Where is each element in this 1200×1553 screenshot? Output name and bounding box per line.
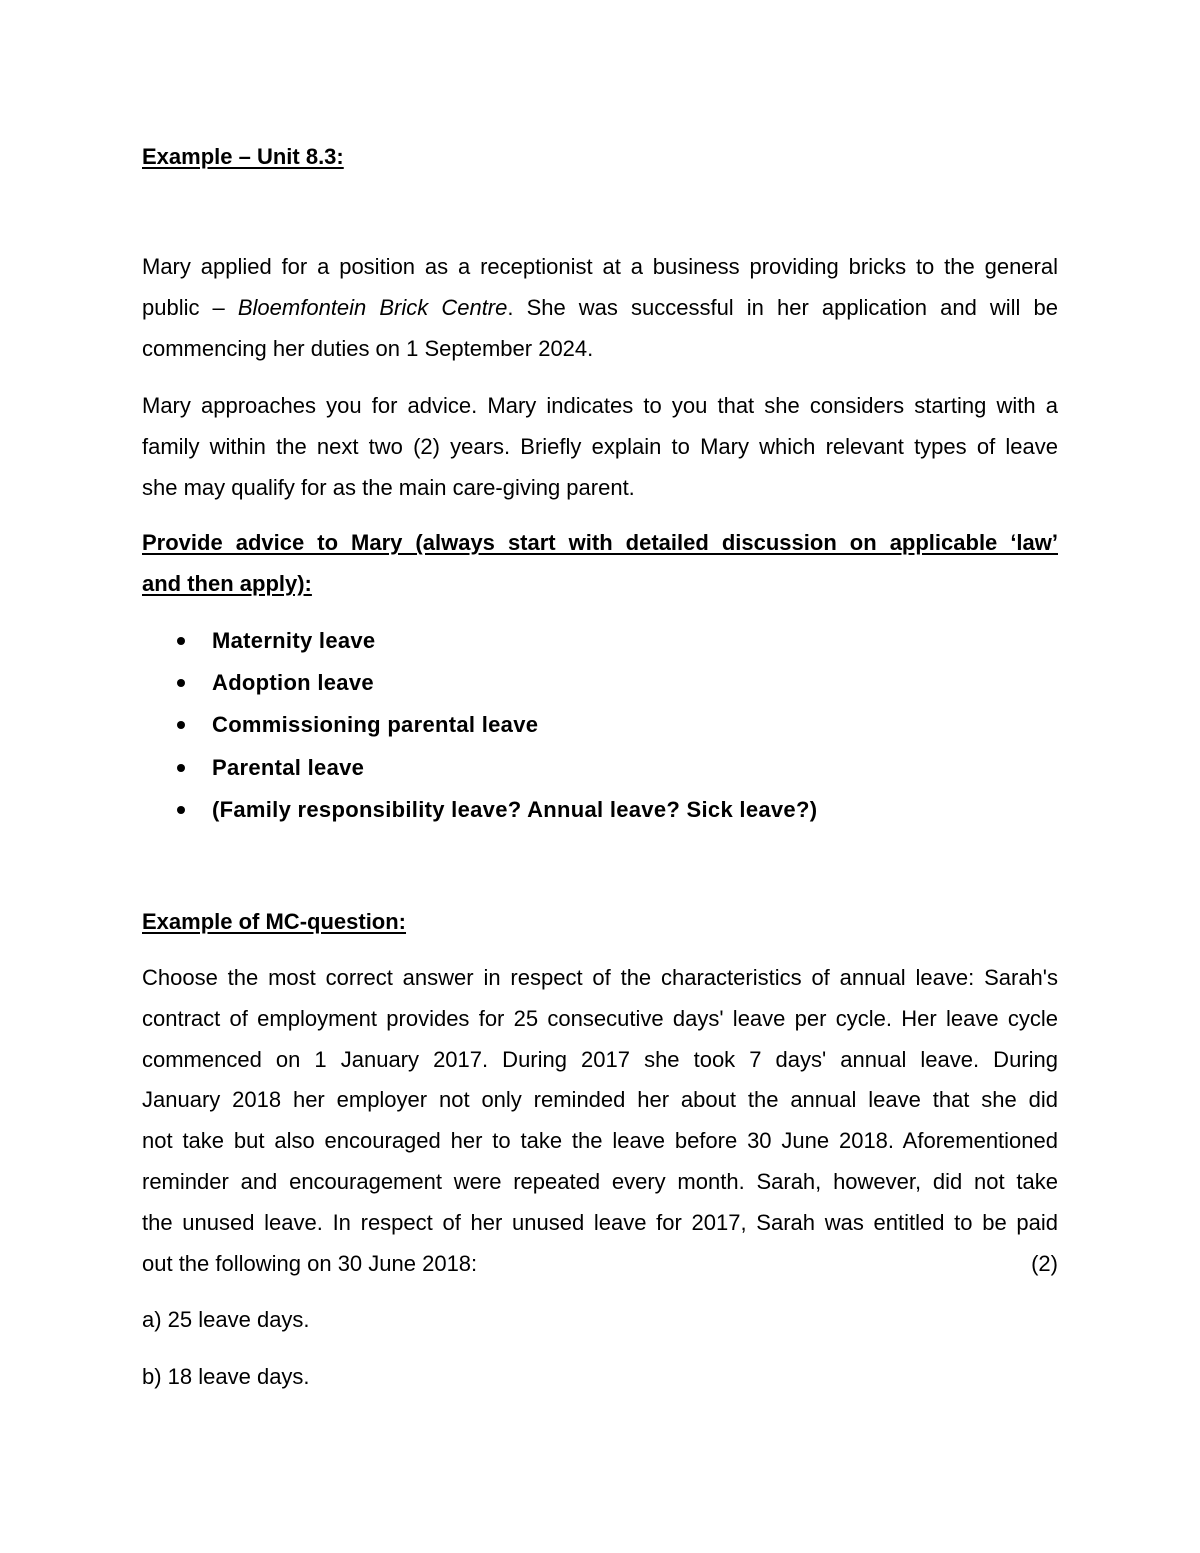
advice-heading-line-2: and then apply):: [142, 570, 312, 596]
scenario-line-2-pre: public –: [142, 294, 238, 320]
mc-line: Choose the most correct answer in respect of the characteristics of annual leave: Sarah's: [142, 965, 1058, 990]
question-line-1: Mary approaches you for advice. Mary indicates to you that she considers starting with a: [142, 393, 1058, 418]
marks-label: (2): [1031, 1250, 1058, 1276]
list-item: (Family responsibility leave? Annual leave? Sick leave?): [142, 789, 817, 831]
list-item: Commissioning parental leave: [142, 704, 817, 746]
mc-heading: Example of MC-question:: [142, 909, 407, 934]
mc-line: reminder and encouragement were repeated every month. Sarah, however, did not take: [142, 1168, 1058, 1194]
question-paragraph: [142, 386, 1058, 508]
scenario-line-3: commencing her duties on 1 September 2024.: [142, 335, 594, 361]
unit-heading: Example – Unit 8.3:: [142, 144, 344, 169]
mc-last-line-text: out the following on 30 June 2018:: [142, 1250, 478, 1276]
leave-types-list: [142, 620, 817, 831]
advice-heading-line-1: Provide advice to Mary (always start with detailed discussion on applicable ‘law’: [142, 530, 1058, 555]
question-line-2: family within the next two (2) years. Briefly explain to Mary which relevant types of leave: [142, 433, 1058, 459]
bullet-icon: [177, 764, 185, 772]
mc-line: contract of employment provides for 25 consecutive days' leave per cycle. Her leave cycle: [142, 1005, 1058, 1031]
list-item: Maternity leave: [142, 620, 817, 662]
option-a: a) 25 leave days.: [142, 1307, 310, 1332]
scenario-line-2-post: . She was successful in her application and will be: [507, 294, 1058, 320]
scenario-paragraph: [142, 247, 1058, 369]
mc-line: the unused leave. In respect of her unused leave for 2017, Sarah was entitled to be paid: [142, 1209, 1058, 1235]
mc-line: not take but also encouraged her to take the leave before 30 June 2018. Aforementioned: [142, 1128, 1058, 1154]
mc-line: commenced on 1 January 2017. During 2017 she took 7 days' annual leave. During: [142, 1046, 1058, 1072]
scenario-line-2: [142, 288, 1058, 329]
bullet-icon: [177, 721, 185, 729]
business-name: Bloemfontein Brick Centre: [237, 294, 508, 320]
mc-last-line: [142, 1244, 1058, 1285]
mc-question-paragraph: [142, 958, 1058, 1284]
scenario-line-1: Mary applied for a position as a receptionist at a business providing bricks to the general: [142, 254, 1058, 279]
option-b: b) 18 leave days.: [142, 1364, 310, 1389]
bullet-icon: [177, 806, 185, 814]
advice-heading: [142, 523, 1058, 605]
mc-line: January 2018 her employer not only reminded her about the annual leave that she did: [142, 1087, 1058, 1113]
question-line-3: she may qualify for as the main care-giving parent.: [142, 474, 635, 500]
list-item: Parental leave: [142, 747, 817, 789]
list-item: Adoption leave: [142, 662, 817, 704]
bullet-icon: [177, 637, 185, 645]
bullet-icon: [177, 679, 185, 687]
